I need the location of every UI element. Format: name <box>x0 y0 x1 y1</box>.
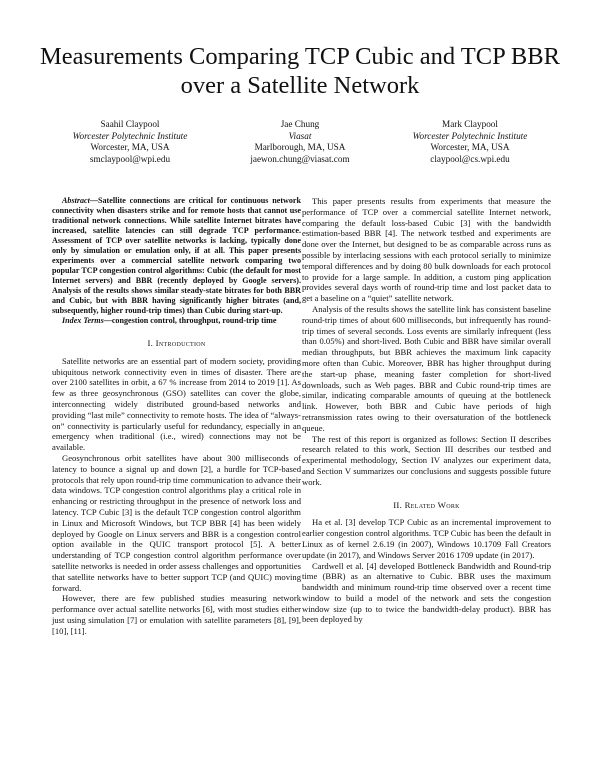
author-name: Jae Chung <box>280 119 320 129</box>
paper-title: Measurements Comparing TCP Cubic and TCP BBR over a Satellite Network <box>40 43 560 99</box>
intro-paragraph-4: This paper presents results from experiments that measure the performance of TCP over a commercial satellite Internet network, comparing the default loss-based Cubic [3] with the bandwidth estimation-based BBR [4]. The network testbed and experiments are done over the Internet, but designed to be as comparable across runs as possible by interlacing sessions with each protocol serially to minimize temporal differences and by doing 80 bulk downloads for each protocol to provide for a large sample. In addition, a custom ping application provides several days worth of round-trip time and lost packet data to get a baseline on a “quiet” satellite network. <box>302 196 551 304</box>
index-terms <box>52 316 301 326</box>
author-location: Marlborough, MA, USA <box>254 142 346 152</box>
intro-paragraph-1: Satellite networks are an essential part of modern society, providing ubiquitous network connectivity even in times of disaster. There are over 2100 satellites in orbit, a 67 % increase from 2014 to 2019 [1]. As few as three geosynchronous (GSO) satellites can cover the globe, interconnecting widely distributed ground-based networks and providing “last mile” connectivity to remote hosts. The idea of “always-on” connectivity is particularly useful for redundancy, especially in an emergency when traditional (i.e., wired) connections may not be available. <box>52 355 301 453</box>
abstract <box>52 196 301 316</box>
abstract-label: Abstract <box>62 196 90 205</box>
author-email: claypool@cs.wpi.edu <box>430 153 510 164</box>
author-email: smclaypool@wpi.edu <box>89 153 171 164</box>
abstract-text: —Satellite connections are critical for continuous network connectivity when disasters strike and for remote hosts that cannot use traditional network connections. While satellite Internet bitrates have increased, satellite latencies can still degrade TCP performance. Assessment of TCP over satellite networks is lacking, typically done only by simulation or emulation only, if at all. This paper presents experiments over a commercial satellite network comparing two popular TCP congestion control algorithms: Cubic (the default for most Internet servers) and BBR (recently deployed by Google servers). Analysis of the results shows similar steady-state bitrates for both BBR and Cubic, but with BBR having significantly higher bitrates (and, subsequently, higher round-trip times) than Cubic during start-up. <box>52 196 301 315</box>
index-terms-text: —congestion control, throughput, round-trip time <box>103 316 277 325</box>
author-affiliation: Viasat <box>288 130 312 141</box>
right-column <box>302 196 551 625</box>
left-column <box>52 196 301 637</box>
author-block-3 <box>385 119 555 165</box>
author-block-2 <box>215 119 385 165</box>
intro-paragraph-3: However, there are few published studies measuring network performance over actual satellite networks [6], with most studies either just using simulation [7] or emulation with satellite parameters [8], [9], [10], [11]. <box>52 593 301 636</box>
index-terms-label: Index Terms <box>62 316 104 325</box>
section-heading-introduction: I. Introduction <box>147 338 206 348</box>
related-paragraph-2: Cardwell et al. [4] developed Bottleneck Bandwidth and Round-trip time (BBR) as an alternative to Cubic. BBR uses the maximum bandwidth and minimum round-trip time observed over a recent time window to build a model of the network and sets the congestion window size (up to to twice the bandwidth-delay product). BBR has been deployed by <box>302 560 551 625</box>
intro-paragraph-6: The rest of this report is organized as follows: Section II describes research related to this work, Section III describes our testbed and experimental methodology, Section IV analyzes our experiment data, and Section V summarizes our conclusions and suggests possible future work. <box>302 433 551 487</box>
intro-paragraph-2: Geosynchronous orbit satellites have about 300 milliseconds of latency to bounce a signal up and down [2], a hurdle for TCP-based protocols that rely upon round-trip time communication to advance their data windows. TCP congestion control algorithms play a critical role in enhancing or restricting throughput in the presence of network loss and latency. TCP Cubic [3] is the default TCP congestion control algorithm in Linux and Microsoft Windows, but TCP BBR [4] has been widely deployed by Google on Linux servers and BBR is a congestion control option available in the QUIC transport protocol [5]. A better understanding of TCP congestion control algorithm performance over satellite networks is needed in order assess challenges and opportunities that satellite networks have to better support TCP (and QUIC) moving forward. <box>52 452 301 593</box>
author-email: jaewon.chung@viasat.com <box>250 153 350 164</box>
author-name: Saahil Claypool <box>100 119 160 129</box>
related-paragraph-1: Ha et al. [3] develop TCP Cubic as an incremental improvement to earlier congestion control algorithms. TCP Cubic has been the default in Linux as of kernel 2.6.19 (in 2007), Windows 10.1709 Fall Creators update (in 2017), and Windows Server 2016 1709 update (in 2017). <box>302 517 551 560</box>
author-location: Worcester, MA, USA <box>90 142 170 152</box>
author-affiliation: Worcester Polytechnic Institute <box>72 130 188 141</box>
section-heading-related-work: II. Related Work <box>393 499 460 510</box>
author-block-1 <box>45 119 215 165</box>
author-affiliation: Worcester Polytechnic Institute <box>412 130 528 141</box>
intro-paragraph-5: Analysis of the results shows the satellite link has consistent baseline round-trip times of about 600 milliseconds, but infrequently has round-trip times of several seconds. Loss events are similarly infrequent (less than 0.05%) and short-lived. Both Cubic and BBR have similar overall median throughputs, but BBR achieves the maximum link capacity more often than Cubic. Moreover, BBR has higher throughput during the start-up phase, meaning faster completion for short-lived downloads, such as Web pages. BBR and Cubic round-trip times are similar, indicating comparable amounts of queuing at the bottleneck link. However, both BBR and Cubic have periods of high retransmission rates owing to their oversaturation of the bottleneck queue. <box>302 303 551 433</box>
author-location: Worcester, MA, USA <box>430 142 510 152</box>
author-name: Mark Claypool <box>442 119 498 129</box>
